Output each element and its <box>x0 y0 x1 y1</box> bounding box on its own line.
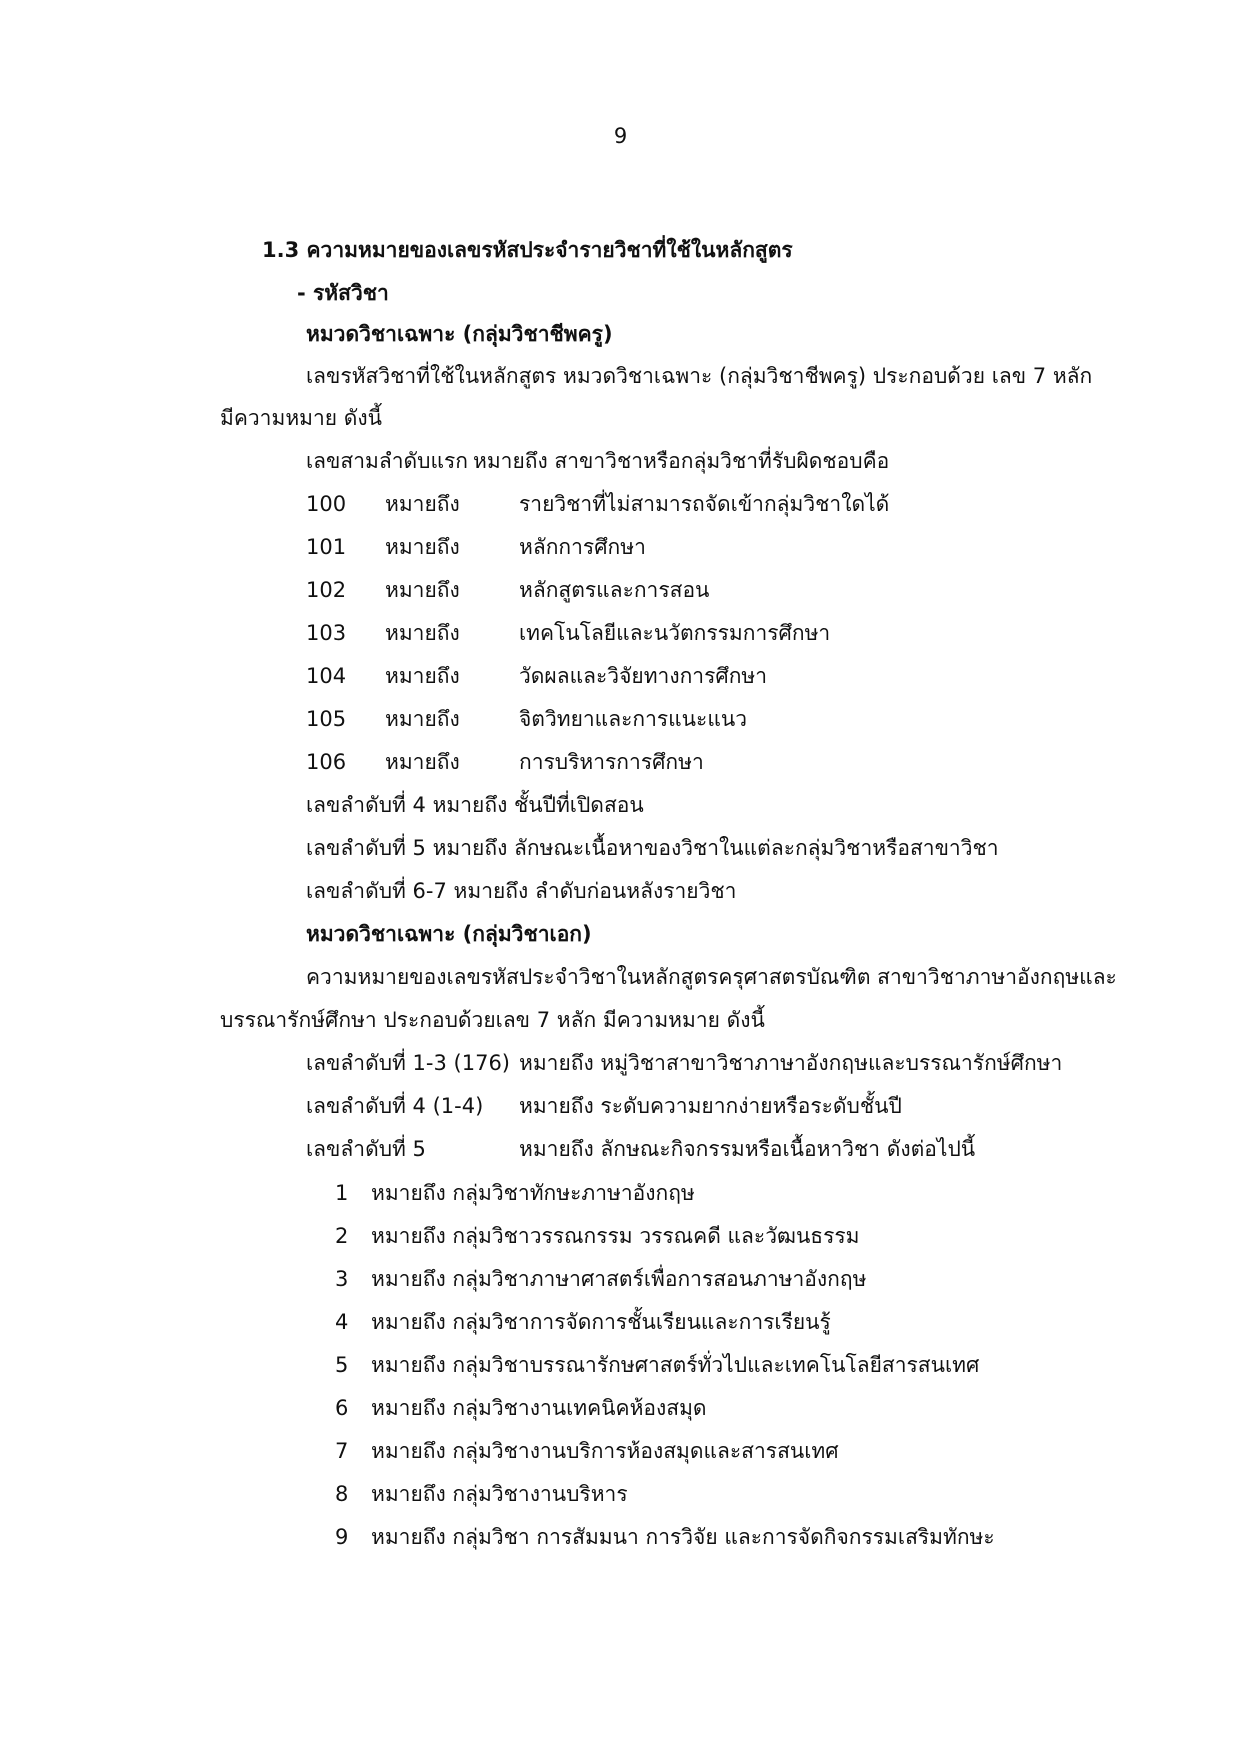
group1-intro-line2: มีความหมาย ดังนี้ <box>220 406 383 430</box>
code-desc: วัดผลและวิจัยทางการศึกษา <box>519 664 768 688</box>
position-label: เลขลำดับที่ 4 (1-4) <box>306 1094 484 1118</box>
code-means: หมายถึง <box>385 535 460 559</box>
code-means: หมายถึง <box>385 621 460 645</box>
item-desc: หมายถึง กลุ่มวิชาการจัดการชั้นเรียนและการเรียนรู้ <box>371 1310 831 1334</box>
first-three-label: เลขสามลำดับแรก <box>306 449 469 473</box>
item-number: 4 <box>335 1310 349 1334</box>
code-desc: หลักสูตรและการสอน <box>519 578 710 602</box>
code: 105 <box>306 707 347 731</box>
code-means: หมายถึง <box>385 492 460 516</box>
code-means: หมายถึง <box>385 664 460 688</box>
subheading: - รหัสวิชา <box>297 281 389 305</box>
section-heading: 1.3 ความหมายของเลขรหัสประจำรายวิชาที่ใช้ในหลักสูตร <box>262 238 793 262</box>
item-number: 2 <box>335 1224 349 1248</box>
code: 102 <box>306 578 347 602</box>
code-means: หมายถึง <box>385 707 460 731</box>
group2-intro-line1: ความหมายของเลขรหัสประจำวิชาในหลักสูตรครุศาสตรบัณฑิต สาขาวิชาภาษาอังกฤษและ <box>306 965 1117 989</box>
item-number: 6 <box>335 1396 349 1420</box>
digit5-line: เลขลำดับที่ 5 หมายถึง ลักษณะเนื้อหาของวิชาในแต่ละกลุ่มวิชาหรือสาขาวิชา <box>306 836 999 860</box>
item-desc: หมายถึง กลุ่มวิชาวรรณกรรม วรรณคดี และวัฒนธรรม <box>371 1224 860 1248</box>
item-number: 7 <box>335 1439 349 1463</box>
first-three-meaning: หมายถึง สาขาวิชาหรือกลุ่มวิชาที่รับผิดชอบคือ <box>473 449 890 473</box>
code-means: หมายถึง <box>385 750 460 774</box>
item-number: 8 <box>335 1482 349 1506</box>
code-means: หมายถึง <box>385 578 460 602</box>
item-desc: หมายถึง กลุ่มวิชา การสัมมนา การวิจัย และการจัดกิจกรรมเสริมทักษะ <box>371 1525 995 1549</box>
position-desc: หมายถึง ระดับความยากง่ายหรือระดับชั้นปี <box>519 1094 902 1118</box>
position-desc: หมายถึง ลักษณะกิจกรรมหรือเนื้อหาวิชา ดังต่อไปนี้ <box>519 1137 976 1161</box>
code: 101 <box>306 535 347 559</box>
code: 106 <box>306 750 347 774</box>
position-desc: หมายถึง หมู่วิชาสาขาวิชาภาษาอังกฤษและบรรณารักษ์ศึกษา <box>519 1051 1063 1075</box>
item-desc: หมายถึง กลุ่มวิชาทักษะภาษาอังกฤษ <box>371 1181 695 1205</box>
digit67-line: เลขลำดับที่ 6-7 หมายถึง ลำดับก่อนหลังรายวิชา <box>306 879 737 903</box>
page-number: 9 <box>613 124 628 148</box>
item-number: 5 <box>335 1353 349 1377</box>
code: 104 <box>306 664 347 688</box>
code-desc: การบริหารการศึกษา <box>519 750 704 774</box>
position-label: เลขลำดับที่ 1-3 (176) <box>306 1051 510 1075</box>
code: 100 <box>306 492 347 516</box>
item-desc: หมายถึง กลุ่มวิชาภาษาศาสตร์เพื่อการสอนภาษาอังกฤษ <box>371 1267 867 1291</box>
item-number: 9 <box>335 1525 349 1549</box>
group2-title: หมวดวิชาเฉพาะ (กลุ่มวิชาเอก) <box>306 922 592 946</box>
code: 103 <box>306 621 347 645</box>
code-desc: รายวิชาที่ไม่สามารถจัดเข้ากลุ่มวิชาใดได้ <box>519 492 890 516</box>
group1-title: หมวดวิชาเฉพาะ (กลุ่มวิชาชีพครู) <box>306 322 613 346</box>
item-desc: หมายถึง กลุ่มวิชางานบริการห้องสมุดและสารสนเทศ <box>371 1439 839 1463</box>
code-desc: จิตวิทยาและการแนะแนว <box>519 707 747 731</box>
item-desc: หมายถึง กลุ่มวิชาบรรณารักษศาสตร์ทั่วไปและเทคโนโลยีสารสนเทศ <box>371 1353 980 1377</box>
code-desc: เทคโนโลยีและนวัตกรรมการศึกษา <box>519 621 831 645</box>
item-number: 3 <box>335 1267 349 1291</box>
item-desc: หมายถึง กลุ่มวิชางานบริหาร <box>371 1482 628 1506</box>
group1-intro-line1: เลขรหัสวิชาที่ใช้ในหลักสูตร หมวดวิชาเฉพาะ (กลุ่มวิชาชีพครู) ประกอบด้วย เลข 7 หลัก <box>306 364 1093 388</box>
position-label: เลขลำดับที่ 5 <box>306 1137 426 1161</box>
item-number: 1 <box>335 1181 349 1205</box>
item-desc: หมายถึง กลุ่มวิชางานเทคนิคห้องสมุด <box>371 1396 707 1420</box>
group2-intro-line2: บรรณารักษ์ศึกษา ประกอบด้วยเลข 7 หลัก มีความหมาย ดังนี้ <box>220 1008 765 1032</box>
code-desc: หลักการศึกษา <box>519 535 646 559</box>
digit4-line: เลขลำดับที่ 4 หมายถึง ชั้นปีที่เปิดสอน <box>306 793 644 817</box>
